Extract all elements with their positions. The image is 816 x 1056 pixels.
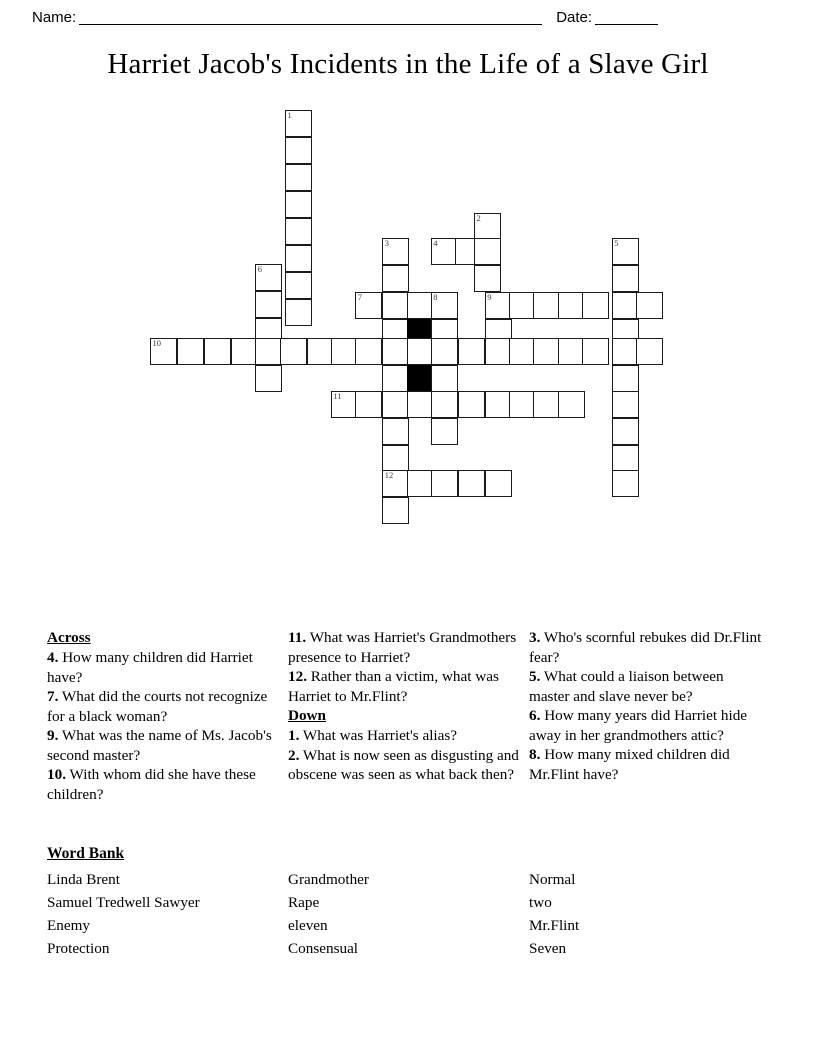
grid-cell[interactable] [612, 470, 639, 497]
grid-cell[interactable] [458, 391, 485, 418]
grid-cell-numbered-3[interactable] [382, 238, 409, 265]
clue-text: Who's scornful rebukes did Dr.Flint fear? [529, 629, 762, 666]
grid-cell[interactable] [307, 338, 334, 365]
grid-cell-numbered-10[interactable] [150, 338, 177, 365]
grid-cell[interactable] [612, 445, 639, 472]
clue-text: How many years did Harriet hide away in her grandmothers attic? [529, 707, 748, 744]
word-bank-item: Linda Brent [47, 871, 120, 888]
grid-cell[interactable] [285, 272, 312, 299]
clue-number: 8. [529, 746, 541, 763]
grid-cell[interactable] [382, 445, 409, 472]
grid-cell-number: 9 [487, 292, 492, 303]
grid-cell-number: 4 [433, 238, 438, 249]
grid-cell[interactable] [355, 391, 382, 418]
grid-cell[interactable] [280, 338, 307, 365]
grid-cell-number: 10 [152, 338, 161, 349]
grid-cell-numbered-5[interactable] [612, 238, 639, 265]
grid-cell[interactable] [431, 391, 458, 418]
clue-number: 1. [288, 727, 300, 744]
grid-cell[interactable] [612, 292, 639, 319]
grid-cell[interactable] [382, 265, 409, 292]
clue-number: 11. [288, 629, 307, 646]
grid-cell[interactable] [407, 338, 434, 365]
grid-cell[interactable] [407, 391, 434, 418]
clue-number: 5. [529, 668, 541, 685]
grid-cell[interactable] [485, 338, 512, 365]
grid-cell-number: 5 [614, 238, 619, 249]
down-heading: Down [288, 707, 326, 724]
clue-text: With whom did she have these children? [47, 766, 256, 803]
grid-cell-number: 3 [384, 238, 389, 249]
word-bank-item: Samuel Tredwell Sawyer [47, 894, 200, 911]
grid-cell[interactable] [558, 338, 585, 365]
grid-cell[interactable] [612, 391, 639, 418]
word-bank-item: Mr.Flint [529, 917, 580, 934]
grid-cell[interactable] [382, 391, 409, 418]
grid-cell[interactable] [431, 338, 458, 365]
clue-across-12 [288, 667, 520, 706]
grid-cell[interactable] [636, 338, 663, 365]
grid-cell[interactable] [458, 338, 485, 365]
word-bank-item: Grandmother [288, 871, 369, 888]
grid-cell[interactable] [382, 292, 409, 319]
grid-cell[interactable] [485, 391, 512, 418]
grid-cell[interactable] [509, 338, 536, 365]
grid-cell[interactable] [255, 365, 282, 392]
clue-across-11 [288, 628, 520, 667]
grid-cell[interactable] [612, 265, 639, 292]
grid-cell[interactable] [533, 292, 560, 319]
clue-across-10 [47, 765, 279, 804]
grid-cell[interactable] [255, 338, 282, 365]
word-bank-item: eleven [288, 917, 328, 934]
word-bank-column-2 [288, 868, 523, 960]
clue-column-1 [47, 628, 279, 804]
word-bank-item: Normal [529, 871, 576, 888]
grid-cell[interactable] [285, 245, 312, 272]
grid-cell[interactable] [558, 292, 585, 319]
grid-cell[interactable] [407, 470, 434, 497]
clue-text: What is now seen as disgusting and obscene was seen as what back then? [288, 746, 519, 783]
clues-section [0, 628, 816, 838]
grid-cell-number: 2 [476, 212, 481, 223]
clue-number: 3. [529, 629, 541, 646]
clue-text: How many mixed children did Mr.Flint have? [529, 746, 730, 783]
word-bank-item: Seven [529, 940, 567, 957]
clue-text: What was Harriet's Grandmothers presence to Harriet? [288, 629, 517, 666]
clue-number: 7. [47, 688, 59, 705]
grid-cell-number: 8 [433, 292, 438, 303]
word-bank-column-3 [529, 868, 764, 960]
clue-down-5 [529, 667, 765, 706]
word-bank-item: Rape [288, 894, 320, 911]
clue-text: What did the courts not recognize for a black woman? [47, 688, 268, 725]
word-bank-item: two [529, 894, 552, 911]
grid-cell-number: 6 [257, 263, 263, 274]
clue-number: 2. [288, 746, 300, 764]
clue-down-2 [288, 746, 520, 785]
grid-cell[interactable] [255, 291, 282, 318]
name-date-row [0, 0, 816, 26]
grid-cell[interactable] [612, 338, 639, 365]
page-title: Harriet Jacob's Incidents in the Life of a Slave Girl [107, 48, 709, 80]
grid-cell[interactable] [431, 418, 458, 445]
grid-cell[interactable] [558, 391, 585, 418]
grid-cell[interactable] [285, 191, 312, 218]
clue-across-7 [47, 687, 279, 726]
name-write-line[interactable] [79, 10, 542, 25]
grid-cell[interactable] [285, 218, 312, 245]
clue-text: What was the name of Ms. Jacob's second master? [47, 727, 272, 764]
name-label: Name: [32, 9, 77, 26]
clue-across-9 [47, 726, 279, 765]
clue-down-1 [288, 726, 520, 746]
clue-number: 12. [288, 668, 307, 685]
grid-cell[interactable] [612, 418, 639, 445]
grid-cell-numbered-6[interactable] [255, 264, 282, 291]
clue-column-2 [288, 628, 520, 785]
clue-number: 9. [47, 727, 59, 744]
grid-cell-numbered-9[interactable] [485, 292, 512, 319]
grid-cell[interactable] [612, 365, 639, 392]
grid-cell-number: 12 [384, 470, 394, 481]
grid-cell[interactable] [533, 338, 560, 365]
grid-cell[interactable] [231, 338, 258, 365]
clue-text: What could a liaison between master and slave never be? [529, 668, 724, 705]
word-bank-heading: Word Bank [47, 845, 125, 862]
grid-cell[interactable] [474, 265, 501, 292]
grid-cell[interactable] [285, 137, 312, 164]
clue-down-3 [529, 628, 765, 667]
clue-number: 10. [47, 766, 66, 783]
clue-text: What was Harriet's alias? [302, 727, 458, 744]
grid-cell-number: 1 [287, 110, 292, 120]
grid-cell[interactable] [509, 391, 536, 418]
clue-column-3 [529, 628, 765, 784]
grid-cell[interactable] [431, 365, 458, 392]
grid-cell-numbered-1[interactable] [285, 110, 312, 137]
grid-cell-number: 11 [333, 390, 342, 401]
grid-cell[interactable] [204, 338, 231, 365]
grid-cell-number: 7 [357, 292, 362, 303]
clue-text: Rather than a victim, what was Harriet to Mr.Flint? [288, 668, 499, 705]
across-heading: Across [47, 629, 91, 646]
clue-text: How many children did Harriet have? [47, 649, 253, 686]
word-bank-column-1 [47, 868, 282, 960]
grid-cell[interactable] [177, 338, 204, 365]
grid-cell-numbered-2[interactable] [474, 213, 501, 240]
grid-cell-blocked [407, 365, 434, 392]
grid-cell[interactable] [533, 391, 560, 418]
grid-cell-numbered-7[interactable] [355, 292, 382, 319]
clue-down-6 [529, 706, 765, 745]
date-label: Date: [556, 9, 593, 26]
clue-across-4 [47, 648, 279, 687]
word-bank-item: Consensual [288, 940, 359, 957]
grid-cell[interactable] [509, 292, 536, 319]
grid-cell[interactable] [458, 470, 485, 497]
date-write-line[interactable] [595, 10, 658, 25]
grid-cell-numbered-4[interactable] [431, 238, 458, 265]
grid-cell[interactable] [285, 299, 312, 326]
word-bank-item: Protection [47, 940, 110, 957]
clue-number: 6. [529, 707, 541, 724]
grid-cell-numbered-8[interactable] [431, 292, 458, 319]
grid-cell[interactable] [431, 470, 458, 497]
word-bank-item: Enemy [47, 917, 91, 934]
grid-cell[interactable] [285, 164, 312, 191]
grid-cell[interactable] [331, 338, 358, 365]
grid-cell[interactable] [407, 292, 434, 319]
grid-cell[interactable] [636, 292, 663, 319]
grid-cell[interactable] [355, 338, 382, 365]
grid-cell-numbered-12[interactable] [382, 470, 409, 497]
grid-cell[interactable] [382, 497, 409, 524]
grid-cell[interactable] [582, 292, 609, 319]
grid-cell[interactable] [474, 238, 501, 265]
grid-cell[interactable] [382, 418, 409, 445]
grid-cell[interactable] [582, 338, 609, 365]
grid-cell[interactable] [485, 470, 512, 497]
clue-down-8 [529, 745, 765, 784]
grid-cell[interactable] [382, 338, 409, 365]
grid-cell-numbered-11[interactable] [331, 391, 358, 418]
clue-number: 4. [47, 649, 59, 666]
grid-cell[interactable] [382, 365, 409, 392]
